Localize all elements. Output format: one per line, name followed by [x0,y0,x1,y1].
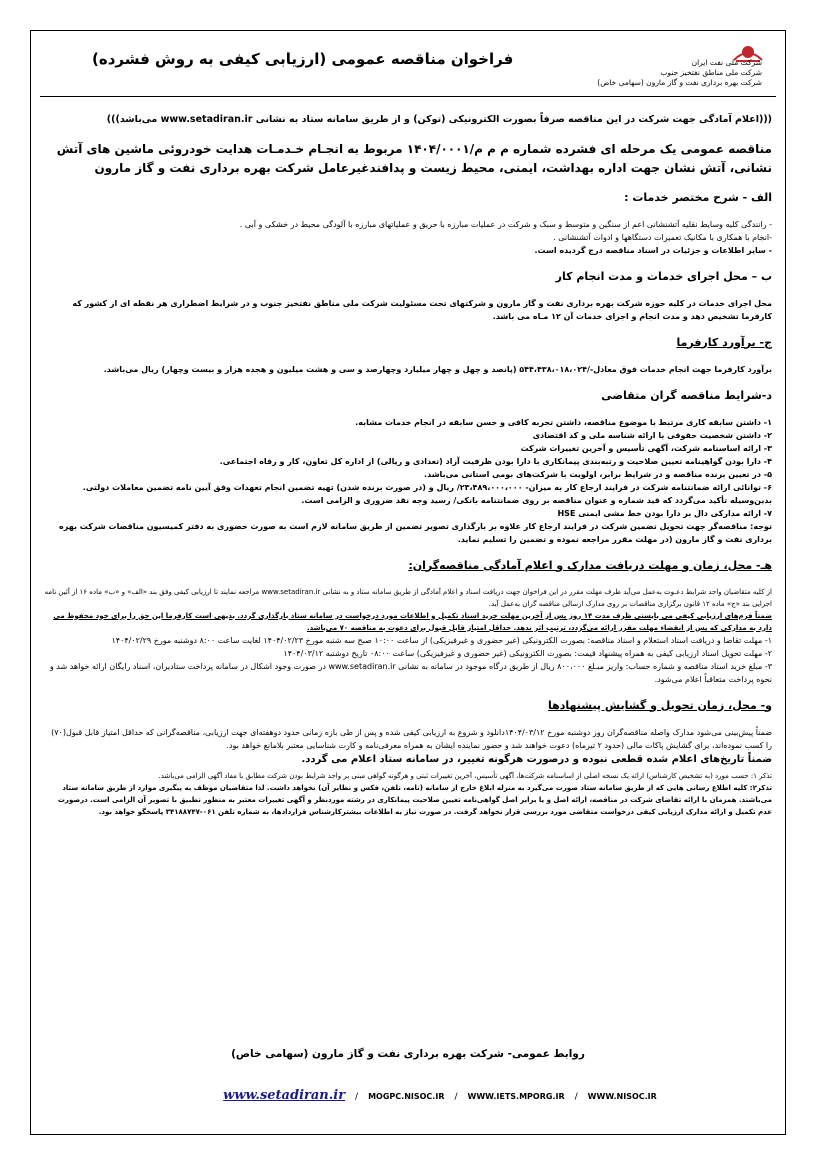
section-c-text: برآورد کارفرما جهت انجام خدمات فوق معادل-/۵۴۴،۴۳۸،۰۱۸،۰۲۴ (پانصد و چهل و چهار میلیارد وچهارصد و سی و هشت میلیون و هجده هزار و بیست وچهار) ریال می‌باشد. [103,364,772,374]
section-a-item: -انجام با همکاری با مکانیک تعمیرات دستگاهها و ادوات آتشنشانی . [553,232,772,242]
section-d-item: ۷- ارائه مدارکی دال بر دارا بودن خط مشی ایمنی HSE [557,508,772,518]
header [40,38,776,97]
announcement: ضمناً تاریخ‌های اعلام شده قطعی نبوده و درصورت هرگونه تغییر، در سامانه ستاد اعلام می گردد. [301,753,772,765]
signature: روابط عمومی- شرکت بهره برداری نفت و گاز مارون (سهامی خاص) [231,1048,585,1060]
section-h-text: از کلیه متقاضیان واجد شرایط دعـوت به‌عمل می‌آید ظرف مهلت مقرر در این فراخوان جهت دریافت اسناد و اعلام آمادگی از طریق سامانه ستاد و به نشانی www.setadiran.ir مراجعه نمایند تا ارزیابی کیفی وفق بند «الف» و «ب» ماده ۱۶ از آئین نامه اجرایی بند «ج» ماده ۱۲ قانون برگزاری مناقصات بر روی مدارک ارسالی مناقصه گران به‌عمل آید. [44,587,772,608]
setadiran-link[interactable]: www.setadiran.ir [223,1088,346,1103]
footnote-1: تذکر ۱: حسب مورد (به تشخیص کارشناس) ارائه یک نسخه اصلی از اساسنامه شرکت‌ها، آگهی تأسیس، آخرین تغییرات ثبتی و هرگونه گواهی مبنی بر واجد شرایط بودن شرکت مطابق با مفاد آگهی الزامی می‌باشد. [158,771,772,780]
section-d-item: ۲- داشتن شخصیت حقوقی با ارائه شناسه ملی و کد اقتصادی [532,430,772,440]
section-v-text: ضمناً پیش‌بینی می‌شود مدارک واصله مناقصه‌گران روز دوشنبه مورخ ۱۴۰۴/۰۳/۱۲دانلود و شروع به ارزیابی کیفی شده و پس از طی بازه زمانی حدود دوهفته‌ای جهت ارزیابی، مناقصه‌گرانی که حداقل امتیاز قابل قبول(۷۰) را کسب نموده‌اند، برای گشایش پاکات مالی (حدود ۲ تیرماه) دعوت خواهند شد و حضور نماینده ایشان به همراه معرفی‌نامه و کارت شناسایی معتبر بلامانع خواهد بود. [51,727,772,750]
note-text: توجه: مناقصه‌گر جهت تحویل تضمین شرکت در فرایند ارجاع کار علاوه بر بارگذاری تصویر تضمین از طریق سامانه لازم است به صورت حضوری به دفتر کمیسیون مناقصات شرکت بهره برداری نفت و گاز مارون (در مهلت مقرر مراجعه نموده و تضمین را تسلیم نماید. [59,521,772,544]
section-h-item: ۳- مبلغ خرید اسناد مناقصه و شماره حساب: واریز مبـلغ ۸۰۰،۰۰۰ ریال از طریق درگاه موجود در سامانه به نشانی www.setadiran.ir در صورت وجود اشکال در سامانه پرداخت ستادیران، اسناد رایگان ارائه خواهد شد و نحوه پرداخت متعاقباً اعلام می‌شود. [49,661,772,684]
section-h-title: هـ- محل، زمان و مهلت دریافت مدارک و اعلام آمادگی مناقصه‌گران: [408,558,772,572]
section-c-title: ج- برآورد کارفرما [676,335,772,349]
document-body [44,102,772,818]
section-d-item: ۶- توانائی ارائه ضمانتنامه شرکت در فرایند ارجاع کار به میزان- ۲۳،۴۸۹،۰۰۰،۰۰۰/ ریال و (در صورت برنده شدن) تهیه تضمین انجام تعهدات وفق آیین نامه تضمین معاملات دولتی. بدین‌وسیله تأکید می‌گردد که قید شماره و عنوان مناقصه بر روی ضمانتنامه بانکی/ رسید وجه نقد ضروری و الزامی است. [82,482,772,505]
intro-notice: (((اعلام آمادگی جهت شرکت در این مناقصه صرفاً بصورت الکترونیکی (توکن) و از طریق سامانه ستاد به نشانی www.setadiran.ir می‌باشد))) [106,113,772,125]
org-line-1: شرکت ملی نفت ایران [691,58,762,67]
section-d-item: ۱- داشتن سابقه کاری مرتبط با موضوع مناقصه، داشتن تجربه کافی و حسن سابقه در انجام خدمات مشابه. [355,417,772,427]
section-h-text-bold: ضمناً فرم‌های ارزیابی کیفی می بایستی ظرف مدت ۱۴ روز پس از آخرین مهلت خرید اسناد تکمیل و اطلاعات مورد درخواست در سامانه ستاد بارگذاری گردد. بدیهی است کارفرما این حق را برای خود محفوظ می دارد به مدارکی که پس از انقضاء مهلت مقرر ارائه می‌گردد، ترتیب اثر ندهد. حداقل امتیاز قابل قبول برای دعوت به مناقصه ۷۰ می‌باشد. [53,611,772,632]
separator: / [355,1092,359,1102]
document-page [30,30,786,1135]
section-b-title: ب – محل اجرای خدمات و مدت انجام کار [555,269,772,283]
separator: / [574,1092,578,1102]
footnote-2: تذکر۲: کلیه اطلاع رسانی هایی که از طریق سامانه ستاد صورت می‌گیرد به منزله ابلاغ خارج از سامانه (نامه، تلفن، فکس و نظایر آن) نخواهد داشت. لذا متقاضیان موظف به پیگیری موارد از طریق سامانه ستاد می‌باشند. همزمان با ارائه تقاضای شرکت در مناقصه، ارائه اصل و یا برابر اصل گواهی‌نامه تعیین صلاحیت پیمانکاری در رشته موردنظر و آگهی تغییرات معتبر به منظور تطبیق با تصویر آن الزامی است. درصورت عدم تکمیل و ارائه مدارک ارزیابی کیفی درخواست متقاضی مورد بررسی قرار نخواهد گرفت. در صورت نیاز به اطلاعات بیشترکارشناس قراردادها، به شماره تلفن ۰۶۱-۳۴۱۸۸۷۴۷ پاسخگو خواهد بود. [57,783,772,816]
tender-title: مناقصه عمومی یک مرحله ای فشرده شماره م م م/۱۴۰۴/۰۰۰۱ مربوط به انجـام خـدمـات هدایت خودروئی ماشین های آتش نشانی، آتش نشان جهت اداره بهداشت، ایمنی، محیط زیست و پدافندغیرعامل شرکت بهره برداری نفت و گاز مارون [56,141,772,175]
section-h-item: ۲- مهلت تحویل اسناد ارزیابی کیفی به همراه پیشنهاد قیمت: بصورت الکترونیکی (غیر حضوری و غیرفیزیکی) ساعت ۰۸:۰۰ تاریخ دوشنبه ۱۴۰۴/۰۳/۱۲ [283,648,772,658]
separator: / [454,1092,458,1102]
section-h-item: ۱- مهلت تقاضا و دریافت اسناد استعلام و اسناد مناقصه: بصورت الکترونیکی (غیر حضوری و غیرفیزیکی) از ساعت ۱۰:۰۰ صبح سه شنبه مورخ ۱۴۰۴/۰۲/۲۳ لغایت ساعت ۸:۰۰ دوشنبه مورخ ۱۴۰۴/۰۲/۲۹ [111,635,772,645]
footer-links [190,1088,690,1104]
nisoc-link[interactable]: WWW.NISOC.IR [587,1092,657,1101]
section-d-item: ۳- ارائه اساسنامه شرکت، آگهی تأسیس و آخرین تغییرات شرکت [520,443,772,453]
section-a-item: - رانندگی کلیه وسایط نقلیه آتشنشانی اعم از سنگین و متوسط و سبک و شرکت در عملیات مبارزه با حریق و عملیاتهای مبارزه با آلودگی محیط در خشکی و آبی . [239,219,772,229]
section-a-title: الف - شرح مختصر خدمات : [624,190,772,204]
iets-link[interactable]: WWW.IETS.MPORG.IR [467,1092,565,1101]
section-b-text: محل اجرای خدمات در کلیه حوزه شرکت بهره برداری نفت و گاز مارون و شرکتهای تحت مسئولیت شرکت ملی مناطق نفتخیز جنوب و در شرایط اضطراری هر نقطه ای از کشور که کارفرما تشخیص دهد و مدت انجام و اجرای خدمات آن ۱۲ مـاه می باشد. [72,298,772,321]
section-d-item: ۴- دارا بودن گواهینامه تعیین صلاحیت و رتبه‌بندی پیمانکاری با دارا بودن ظرفیت آزاد (تعدادی و ریالی) از اداره کل تعاون، کار و رفاه اجتماعی. [219,456,772,466]
section-d-item: ۵- در تعیین برنده مناقصه و در شرایط برابر، اولویت با شرکت‌های بومی استانی می‌باشد. [424,469,772,479]
section-v-title: و- محل، زمان تحویل و گشایش پیشنهادها [547,698,772,712]
mogpc-link[interactable]: MOGPC.NISOC.IR [368,1092,445,1101]
page-title: فراخوان مناقصه عمومی (ارزیابی کیفی به روش فشرده) [92,50,514,68]
org-line-2: شرکت ملی مناطق نفتخیز جنوب [660,68,762,77]
section-a-item: - سایر اطلاعات و جزئیات در اسناد مناقصه درج گردیده است. [534,245,772,255]
org-line-3: شرکت بهره برداری نفت و گاز مارون (سهامی خاص) [597,78,762,87]
section-d-title: د-شرایط مناقصه گران متقاضی [601,388,772,402]
